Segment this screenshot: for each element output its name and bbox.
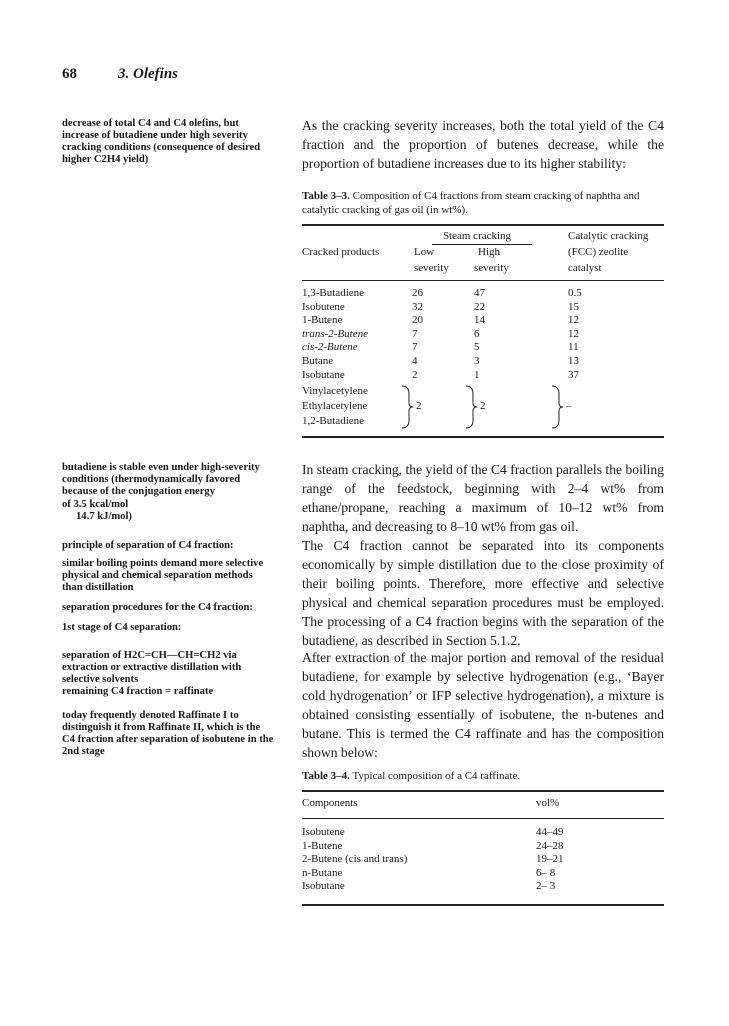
sidenote-raffinate: today frequently denoted Raffinate I to distinguish it from Raffinate II, which is the C4 fraction after separation of isobutene in the 2nd stage <box>62 710 274 757</box>
sidenote-stability: butadiene is stable even under high-severity conditions (thermodynamically favored because of the conjugation energy of 3.5 kcal/mol 14.7 kJ/mol) <box>62 462 260 522</box>
paragraph-separation: The C4 fraction cannot be separated into its components economically by simple distillation due to the close proximity of their boiling points. Therefore, more effective and selective physical and chemical separation procedures must be employed. The processing of a C4 fraction begins with the separation of the butadiene, as described in Section 5.1.2. <box>302 538 664 648</box>
table-row: Butane 4 3 13 <box>302 354 579 367</box>
table-top-rule <box>302 224 664 226</box>
table-group-rows: Vinylacetylene Ethylacetylene 1,2-Butadiene 2 2 – <box>302 384 664 432</box>
sidenote-principle: principle of separation of C4 fraction: <box>62 540 234 551</box>
sidenote-severity: decrease of total C4 and C4 olefins, but increase of butadiene under high severity cracking conditions (consequence of desired higher C2H4 yield) <box>62 118 261 165</box>
table-row: 1,3-Butadiene 26 47 0.5 <box>302 287 582 299</box>
paragraph-severity: As the cracking severity increases, both the total yield of the C4 fraction and the proportion of butenes decrease, while the proportion of butadiene increases due to its higher stability: <box>302 118 664 171</box>
table-header-vol: vol% <box>536 797 560 809</box>
table-3-3-caption: Table 3–3. Composition of C4 fractions from steam cracking of naphtha and catalytic cracking of gas oil (in wt%). <box>302 190 640 216</box>
table-row: Isobutane 2– 3 <box>302 880 556 893</box>
table-3-4 <box>302 826 564 894</box>
table-row: 1-Butene 24–28 <box>302 839 564 852</box>
table-top-rule <box>302 790 664 792</box>
table-row: Isobutane 2 1 37 <box>302 368 579 381</box>
paragraph-raffinate: After extraction of the major portion and removal of the residual butadiene, for example by selective hydrogenation (e.g., ‘Bayer cold hydrogenation’ or IFP selective hydrogenation), a mixture is obtained consisting essentially of isobutene, the n-butenes and butane. This is termed the C4 raffinate and has the composition shown below: <box>302 650 664 760</box>
table-row: n-Butane 6– 8 <box>302 866 556 879</box>
table-header-rule <box>302 280 664 281</box>
brace-icon <box>400 384 414 430</box>
table-bottom-rule <box>302 904 664 906</box>
steam-group-rule <box>432 244 532 245</box>
sidenote-procedures: separation procedures for the C4 fraction: <box>62 602 253 613</box>
table-row: trans-2-Butene 7 6 12 <box>302 327 579 340</box>
table-header-rule <box>302 818 664 819</box>
table-row: cis-2-Butene 7 5 11 <box>302 341 579 354</box>
table-bottom-rule <box>302 436 664 438</box>
sidenote-extraction: separation of H2C=CH—CH=CH2 via extraction or extractive distillation with selective solvents remaining C4 fraction = raffinate <box>62 650 242 697</box>
sidenote-first-stage: 1st stage of C4 separation: <box>62 622 182 633</box>
chapter-title: 3. Olefins <box>118 66 178 82</box>
table-header-components: Components <box>302 797 358 809</box>
table-row: Isobutene 32 22 15 <box>302 300 579 313</box>
table-label: Table 3–3. <box>302 190 350 202</box>
brace-icon <box>550 384 564 430</box>
paragraph-yield: In steam cracking, the yield of the C4 fraction parallels the boiling range of the feedstock, beginning with 2–4 wt% from ethane/propane, reaching a maximum of 10–12 wt% from naphtha, and decreasing to 8–10 wt% from gas oil. <box>302 462 664 534</box>
brace-icon <box>464 384 478 430</box>
table-3-4-caption: Table 3–4. Typical composition of a C4 raffinate. <box>302 770 521 782</box>
table-row: Isobutene 44–49 <box>302 826 564 838</box>
table-label: Table 3–4. <box>302 770 350 782</box>
table-row: 1-Butene 20 14 12 <box>302 314 579 327</box>
table-row: 2-Butene (cis and trans) 19–21 <box>302 853 564 866</box>
table-3-3 <box>302 287 582 382</box>
table-3-3-header: Steam cracking Cracked products Low High severity severity Catalytic cracking (FCC) zeolite catalyst <box>302 230 649 274</box>
page-number: 68 <box>62 66 77 82</box>
sidenote-boiling: similar boiling points demand more selective physical and chemical separation methods than distillation <box>62 558 264 593</box>
